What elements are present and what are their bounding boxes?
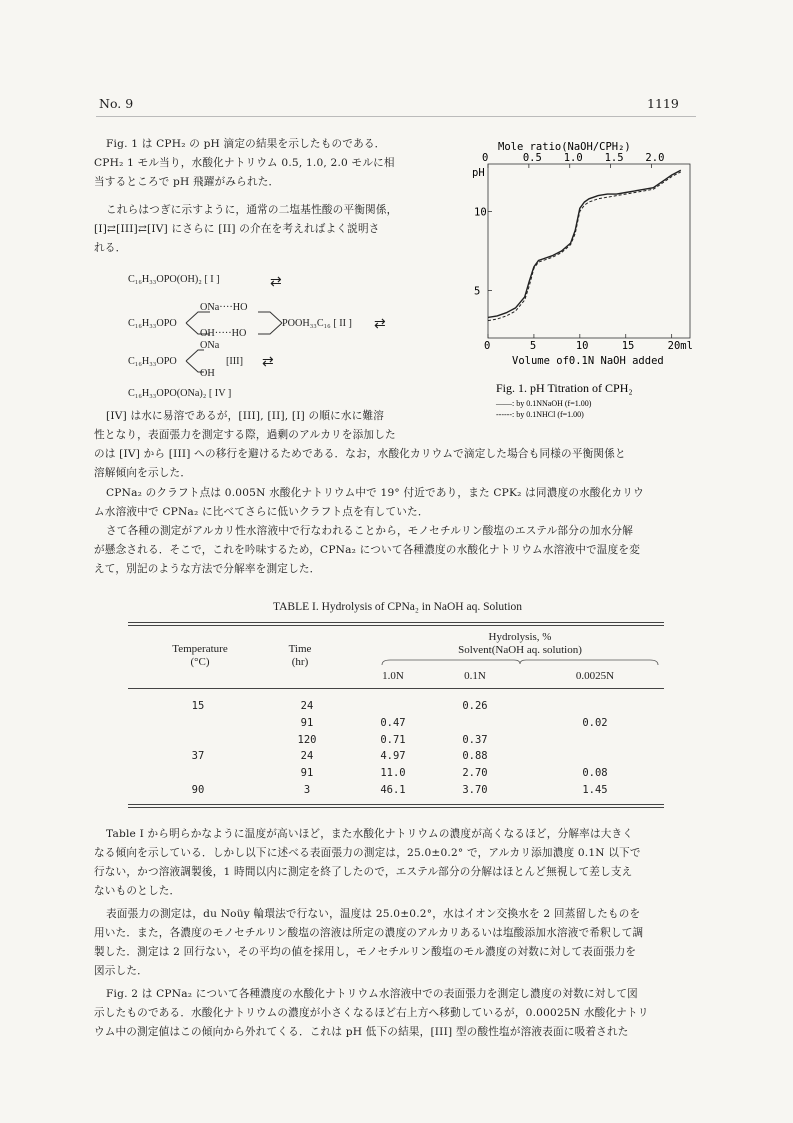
para-mid-line: ム水溶液中で CPNa₂ に比べてさらに低いクラフト点を有していた． [94, 506, 429, 518]
para-top-line: Fig. 1 は CPH₂ の pH 滴定の結果を示したものである． [106, 138, 386, 150]
top-tick-label: 0 [482, 152, 489, 164]
x-axis-label: Volume of0.1N NaOH added [512, 355, 664, 367]
top-tick-label: 2.0 [645, 152, 665, 164]
ph-titration-chart [460, 130, 700, 420]
cell-0.1N: 0.88 [462, 750, 488, 762]
cell-0.1N: 0.26 [462, 700, 488, 712]
top-tick-label: 1.5 [604, 152, 624, 164]
para-bottom-line: 行ない，かつ溶液調製後，1 時間以内に測定を終了したので，エステル部分の分解はほとんど無視して差し支え [94, 866, 633, 878]
para-bottom-line: Fig. 2 は CPNa₂ について各種濃度の水酸化ナトリウム水溶液中での表面張力を測定し濃度の対数に対して図 [106, 988, 638, 1000]
y-axis-ticks [474, 206, 492, 297]
cell-temp: 37 [191, 750, 205, 762]
compound-III-left: C₁₆H₃₃OPO [128, 356, 177, 367]
compound-I: C₁₆H₃₃OPO(OH)₂ [ I ] [128, 274, 220, 285]
cell-1N: 4.97 [380, 750, 406, 762]
bond-bracket-right [258, 306, 284, 340]
cell-temp: 90 [191, 784, 205, 796]
header-temperature: Temperature [172, 643, 228, 655]
compound-II-top: ONa····HO [200, 302, 248, 313]
header-solvent: Solvent(NaOH aq. solution) [458, 644, 582, 656]
x-tick-label: 5 [529, 340, 537, 352]
figure-caption: Fig. 1. pH Titration of CPH₂ [496, 381, 633, 395]
para-mid-line: 溶解傾向を示した． [94, 467, 192, 479]
cell-time: 24 [300, 750, 314, 762]
para-bottom-line: ないものとした． [94, 885, 181, 897]
para-mid-line: 性となり，表面張力を測定する際，過剰のアルカリを添加した [94, 429, 396, 441]
para-top-line: れる． [94, 242, 127, 254]
cell-0.1N: 2.70 [462, 767, 488, 779]
x-tick-label: 10 [575, 340, 589, 352]
chart-series [488, 170, 681, 320]
y-tick-label: 5 [474, 285, 481, 298]
cell-0.0025N: 1.45 [582, 784, 608, 796]
series-hcl-line [488, 172, 681, 321]
top-axis-ticks [482, 152, 664, 168]
table-header-rule [128, 688, 664, 689]
para-mid-line: [IV] は水に易溶であるが，[III], [II], [I] の順に水に難溶 [106, 410, 385, 422]
para-mid-line: のは [IV] から [III] への移行を避けるためである．なお，水酸化カリウムで滴定した場合も同様の平衡関係と [94, 448, 626, 460]
header-temperature-unit: (°C) [190, 656, 210, 668]
x-axis-ticks [484, 334, 693, 352]
compound-III-top: ONa [200, 340, 220, 351]
compound-III-bottom: OH [200, 368, 215, 379]
para-bottom-line: Table I から明らかなように温度が高いほど，また水酸化ナトリウムの濃度が高くなるほど，分解率は大きく [106, 828, 634, 840]
col-0.0025N: 0.0025N [575, 670, 615, 682]
header-hydrolysis: Hydrolysis, % [488, 631, 552, 643]
header-rule [96, 116, 696, 117]
equilibrium-arrow: ⇄ [270, 275, 282, 290]
cell-0.0025N: 0.02 [582, 717, 608, 729]
header-time-unit: (hr) [291, 656, 309, 668]
cell-temp: 15 [191, 700, 205, 712]
para-mid-line: CPNa₂ のクラフト点は 0.005N 水酸化ナトリウム中で 19° 付近であり，また CPK₂ は同濃度の水酸化カリウ [106, 487, 644, 499]
para-bottom-line: 製した．測定は 2 回行ない，その平均の値を採用し，モノセチルリン酸塩のモル濃度の対数に対して表面張力を [94, 946, 637, 958]
compound-II-right: POOH₃₃C₁₆ [ II ] [282, 318, 352, 329]
para-bottom-line: なる傾向を示している．しかし以下に述べる表面張力の測定は，25.0±0.2° で，アルカリ添加濃度 0.1N 以下で [94, 847, 641, 859]
para-mid-line: えて，別記のような方法で分解率を測定した． [94, 563, 321, 575]
compound-II-left: C₁₆H₃₃OPO [128, 318, 177, 329]
cell-time: 120 [297, 734, 317, 746]
compound-IV: C₁₆H₃₃OPO(ONa)₂ [ IV ] [128, 388, 232, 399]
compound-II-bottom: OH·····HO [200, 328, 247, 339]
cell-1N: 46.1 [380, 784, 406, 796]
para-bottom-line: 示したものである．水酸化ナトリウムの濃度が小さくなるほど右上方へ移動しているが，0.00025N 水酸化ナトリ [94, 1007, 649, 1019]
col-0.1N: 0.1N [464, 670, 486, 682]
col-1N: 1.0N [382, 670, 404, 682]
para-bottom-line: 表面張力の測定は，du Noüy 輪環法で行ない，温度は 25.0±0.2°，水はイオン交換水を 2 回蒸留したものを [106, 908, 641, 920]
cell-0.1N: 0.37 [462, 734, 488, 746]
para-top-line: [I]⇄[III]⇄[IV] にさらに [II] の介在を考えればよく説明さ [94, 223, 380, 235]
series-naoh-line [488, 170, 681, 317]
cell-time: 91 [300, 767, 314, 779]
table-bottom-rule [128, 804, 664, 805]
cell-time: 3 [303, 784, 311, 796]
cell-1N: 0.71 [380, 734, 406, 746]
compound-III-label: [III] [226, 356, 243, 367]
page-number: 1119 [647, 96, 679, 111]
cell-0.1N: 3.70 [462, 784, 488, 796]
para-top-line: 当するところで pH 飛躍がみられた． [94, 176, 280, 188]
plot-frame [488, 164, 690, 338]
top-tick-label: 1.0 [563, 152, 583, 164]
legend-solid: ——: by 0.1NNaOH (f=1.00) [496, 399, 592, 408]
top-axis-label: Mole ratio(NaOH/CPH₂) [498, 141, 631, 153]
cell-1N: 0.47 [380, 717, 406, 729]
equilibrium-arrow: ⇄ [374, 317, 386, 332]
para-bottom-line: ウム中の測定値はこの傾向から外れてくる．これは pH 低下の結果，[III] 型の酸性塩が溶液表面に吸着された [94, 1026, 629, 1038]
top-tick-label: 0.5 [522, 152, 542, 164]
header-time: Time [288, 643, 312, 655]
table-top-rule [128, 622, 664, 623]
para-top-line: CPH₂ 1 モル当り，水酸化ナトリウム 0.5, 1.0, 2.0 モルに相 [94, 157, 395, 169]
x-tick-label: 0 [484, 340, 491, 352]
para-mid-line: さて各種の測定がアルカリ性水溶液中で行なわれることから，モノセチルリン酸塩のエステル部分の加水分解 [106, 525, 633, 537]
x-tick-label: 15 [621, 340, 635, 352]
para-top-line: これらはつぎに示すように，通常の二塩基性酸の平衡関係， [106, 204, 398, 216]
legend-dashed: ------: by 0.1NHCl (f=1.00) [496, 410, 584, 419]
x-tick-label: 20ml [667, 340, 693, 352]
table-caption: TABLE I. Hydrolysis of CPNa₂ in NaOH aq. Solution [273, 601, 523, 613]
para-mid-line: が懸念される．そこで，これを吟味するため，CPNa₂ について各種濃度の水酸化ナトリウム水溶液中で温度を変 [94, 544, 640, 556]
journal-issue-number: No. 9 [99, 96, 134, 111]
table-top-rule-2 [128, 625, 664, 626]
y-tick-label: 10 [474, 206, 487, 219]
cell-time: 24 [300, 700, 314, 712]
cell-0.0025N: 0.08 [582, 767, 608, 779]
para-bottom-line: 図示した． [94, 965, 148, 977]
table-bottom-rule-2 [128, 807, 664, 808]
equilibrium-arrow: ⇄ [262, 355, 274, 370]
cell-1N: 11.0 [380, 767, 406, 779]
cell-time: 91 [300, 717, 314, 729]
y-axis-label: pH [472, 167, 485, 179]
brace [380, 658, 660, 666]
para-bottom-line: 用いた．また，各濃度のモノセチルリン酸塩の溶液は所定の濃度のアルカリあるいは塩酸添加水溶液で希釈して調 [94, 927, 644, 939]
